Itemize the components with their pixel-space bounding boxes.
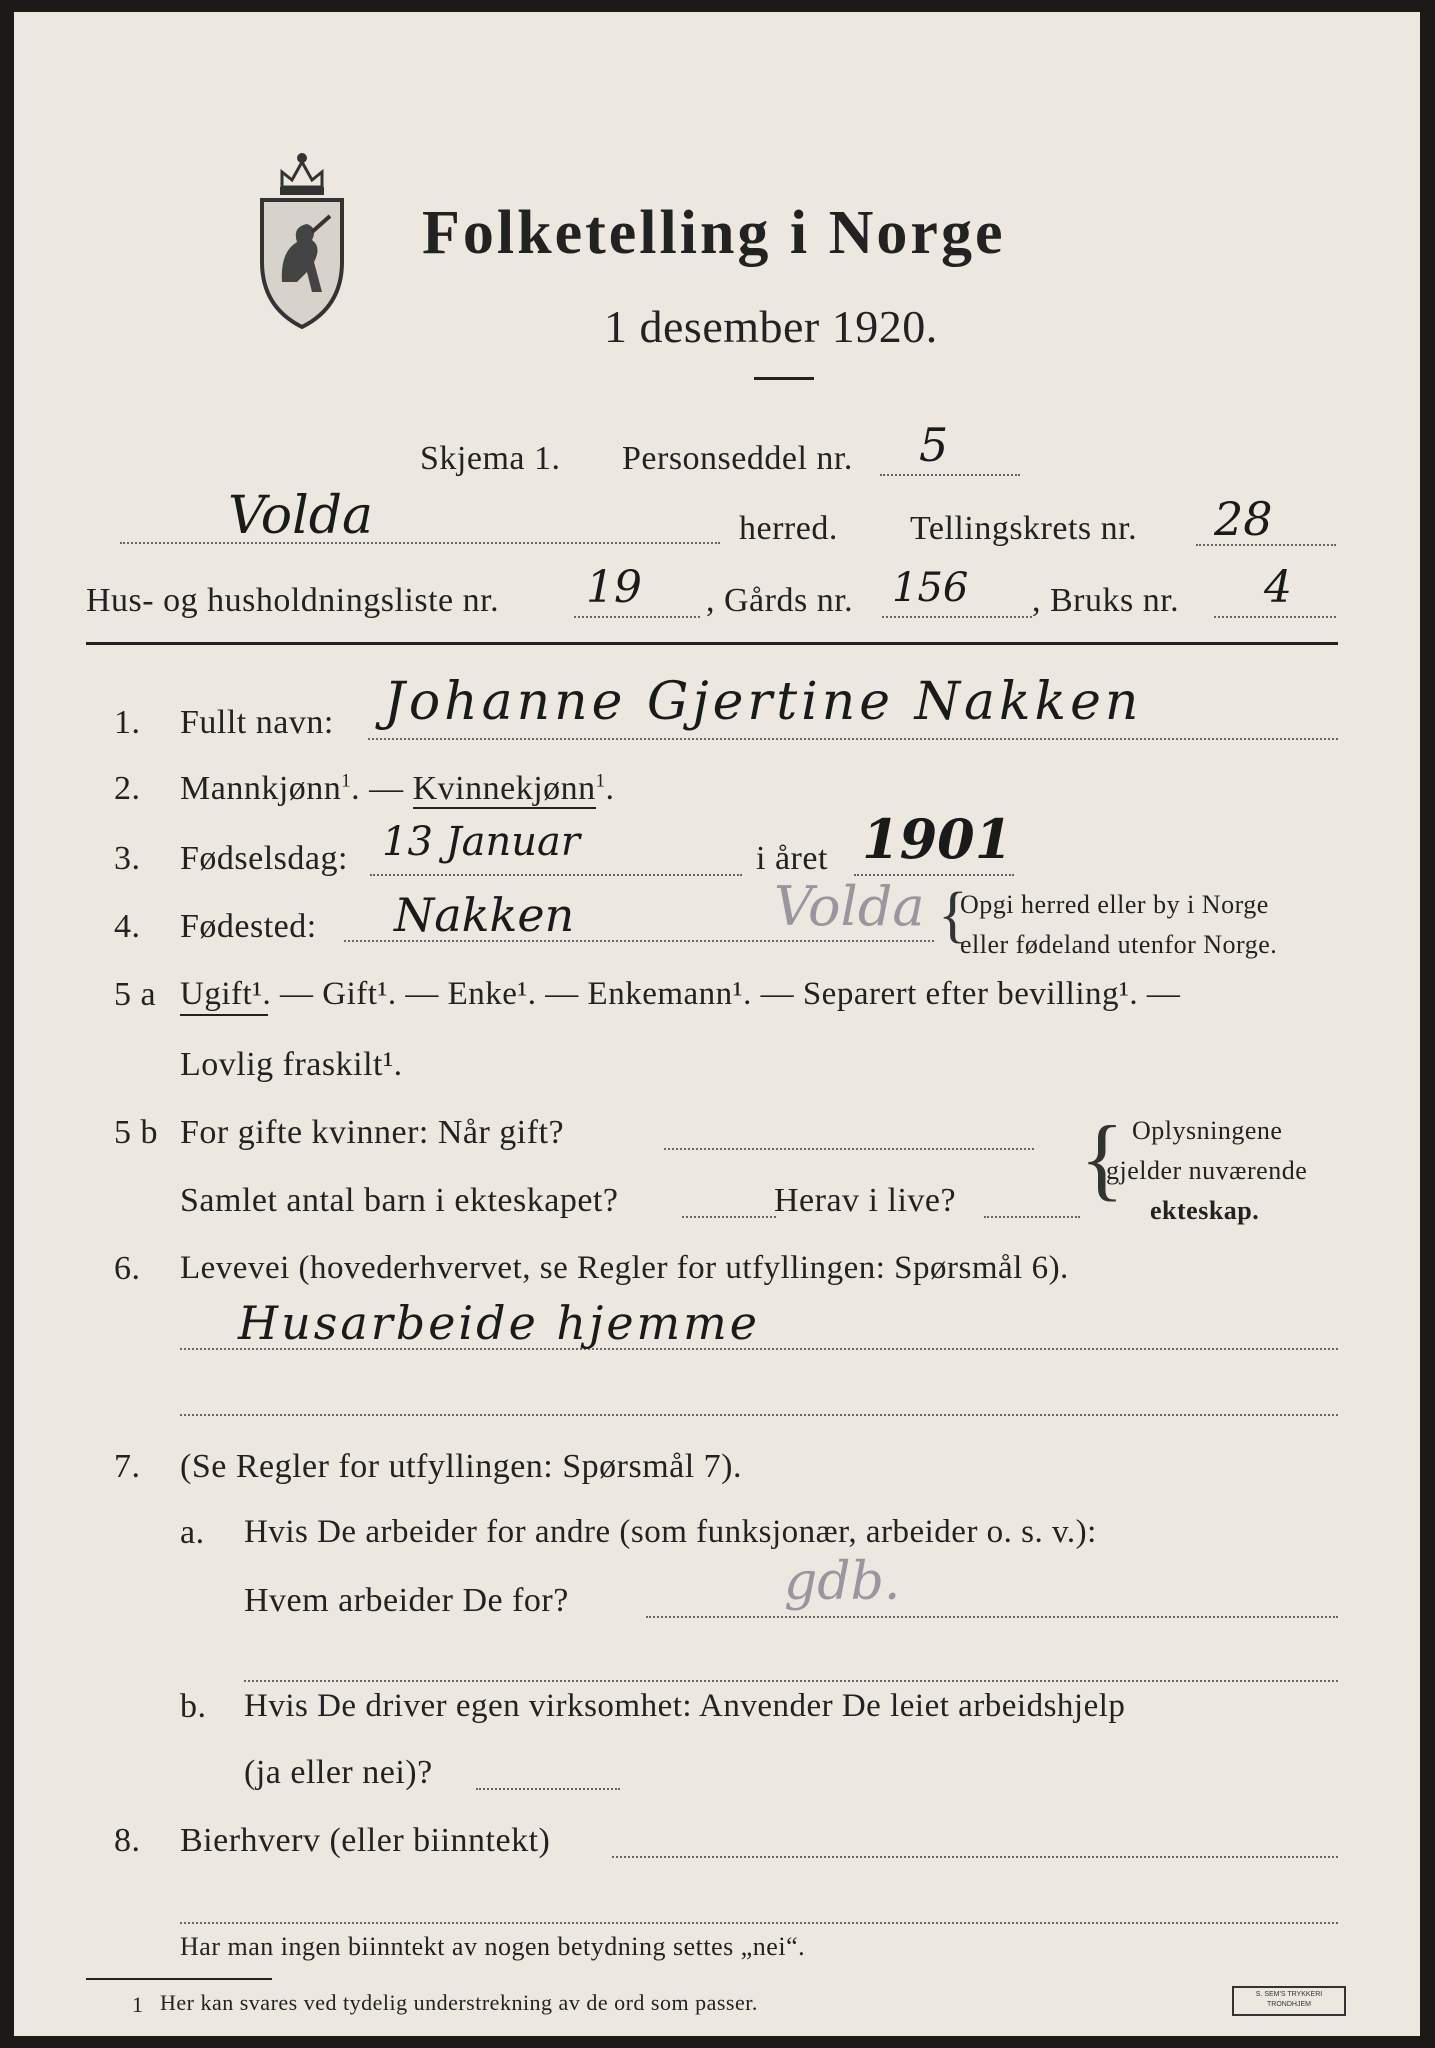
q5b-line2b: Herav i live? [774, 1182, 957, 1219]
q7-label: (Se Regler for utfyllingen: Spørsmål 7). [180, 1448, 743, 1485]
q3-number: 3. [114, 840, 141, 877]
q5b-bracket: { [1080, 1107, 1125, 1209]
q2-kvinnekjonn: Kvinnekjønn [412, 770, 596, 807]
q5a-number: 5 a [114, 976, 157, 1013]
q7b-line2: (ja eller nei)? [244, 1754, 433, 1791]
q4-value: Nakken [394, 888, 575, 942]
q2-sup: 1 [341, 770, 352, 792]
q7b-line1: Hvis De driver egen virksomhet: Anvender De leiet arbeidshjelp [244, 1688, 1126, 1724]
herred-label: herred. [739, 510, 838, 547]
footnote-text: Her kan svares ved tydelig understrekning av de ord som passer. [160, 1990, 758, 2015]
q5b-note-a: Oplysningene [1132, 1116, 1283, 1145]
nei-note: Har man ingen biinntekt av nogen betydning settes „nei“. [180, 1932, 806, 1961]
hus-line [574, 616, 700, 618]
q5b-line2a: Samlet antal barn i ekteskapet? [180, 1182, 619, 1219]
footnote-mark: 1 [132, 1992, 144, 2017]
personseddel-label: Personseddel nr. [622, 440, 853, 477]
q7a-line2: Hvem arbeider De for? [244, 1582, 569, 1619]
herred-line [120, 542, 720, 544]
q5a-ugift-underline [180, 1014, 268, 1016]
q4-label: Fødested: [180, 908, 317, 945]
gards-value: 156 [892, 565, 969, 611]
q5b-note-c: ekteskap. [1150, 1196, 1260, 1225]
footnote-rule [86, 1978, 272, 1980]
bruks-value: 4 [1264, 562, 1292, 613]
q1-number: 1. [114, 704, 141, 741]
q7b-number: b. [180, 1688, 207, 1725]
hus-label: Hus- og husholdningsliste nr. [86, 582, 500, 619]
form-title: Folketelling i Norge [422, 199, 1006, 267]
q2-end: . [605, 770, 615, 807]
q5b-number: 5 b [114, 1114, 158, 1151]
q2-mannkjonn: Mannkjønn [180, 770, 342, 807]
personseddel-value: 5 [919, 418, 949, 472]
bruks-label: , Bruks nr. [1032, 582, 1180, 619]
coat-of-arms-icon [252, 132, 352, 332]
q3-line [370, 874, 742, 876]
q6-value: Husarbeide hjemme [238, 1296, 761, 1350]
q4-bracket: { [938, 881, 969, 949]
q2-number: 2. [114, 770, 141, 807]
q5b-barn-line [682, 1216, 776, 1218]
q5b-live-line [984, 1216, 1080, 1218]
q3-label: Fødselsdag: [180, 840, 348, 877]
printer-stamp [1232, 1986, 1346, 2016]
q7a-pencil-note: gdb. [784, 1552, 901, 1612]
q5b-line1: For gifte kvinner: Når gift? [180, 1114, 565, 1151]
q6-label: Levevei (hovederhvervet, se Regler for utfyllingen: Spørsmål 6). [180, 1250, 1069, 1286]
q1-line [368, 738, 1338, 740]
q4-note-a: Opgi herred eller by i Norge [960, 890, 1269, 919]
q8-label: Bierhverv (eller biinntekt) [180, 1822, 551, 1859]
q8-number: 8. [114, 1822, 141, 1859]
form-date: 1 desember 1920. [604, 301, 938, 352]
q3-value: 13 Januar [382, 819, 580, 865]
q7a-line [646, 1616, 1338, 1618]
q3-year-value: 1901 [862, 807, 1013, 871]
bruks-line [1214, 616, 1336, 618]
skjema-label: Skjema 1. [420, 440, 561, 477]
q4-number: 4. [114, 908, 141, 945]
divider [754, 377, 814, 380]
census-form [14, 12, 1420, 2036]
q7b-line [476, 1788, 620, 1790]
q7a-line-2 [244, 1680, 1338, 1682]
gards-line [882, 616, 1032, 618]
q2-text [180, 772, 615, 806]
q1-value: Johanne Gjertine Nakken [384, 672, 1143, 732]
q4-pencil-note: Volda [774, 875, 925, 938]
gards-label: , Gårds nr. [706, 582, 854, 619]
tellingskrets-value: 28 [1214, 492, 1273, 546]
tellingskrets-label: Tellingskrets nr. [910, 510, 1138, 547]
q7a-line1: Hvis De arbeider for andre (som funksjonær, arbeider o. s. v.): [244, 1514, 1097, 1550]
q7-number: 7. [114, 1448, 141, 1485]
section-rule [86, 642, 1338, 645]
printer-line1: S. SEM'S TRYKKERI [1255, 1991, 1323, 1998]
q5a-line1: Ugift¹. — Gift¹. — Enke¹. — Enkemann¹. — Separert efter bevilling¹. — [180, 976, 1181, 1012]
q4-note-b: eller fødeland utenfor Norge. [960, 930, 1278, 959]
q8-line-2 [180, 1922, 1338, 1924]
q5a-line2: Lovlig fraskilt¹. [180, 1046, 403, 1083]
q6-line-2 [180, 1414, 1338, 1416]
q2-sup-2: 1 [595, 770, 606, 792]
q8-line [612, 1856, 1338, 1858]
q5b-note-b: gjelder nuværende [1106, 1156, 1308, 1185]
herred-value: Volda [228, 486, 374, 546]
q6-number: 6. [114, 1250, 141, 1287]
q7a-number: a. [180, 1514, 205, 1551]
personseddel-line [880, 474, 1020, 476]
hus-value: 19 [586, 562, 642, 613]
q5b-gift-line [664, 1148, 1034, 1150]
q2-sep: . — [351, 770, 404, 807]
printer-line2: TRONDHJEM [1267, 2001, 1311, 2008]
q3-year-label: i året [756, 840, 828, 877]
q1-label: Fullt navn: [180, 704, 334, 741]
